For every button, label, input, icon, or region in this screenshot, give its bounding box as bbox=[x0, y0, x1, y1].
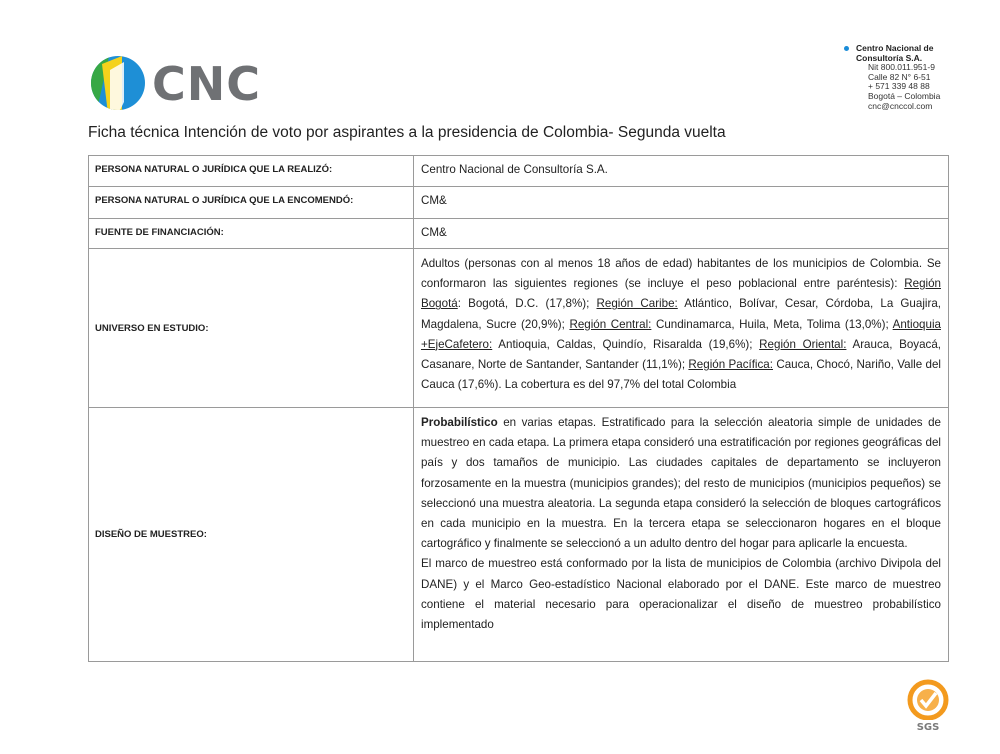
table-row bbox=[89, 156, 949, 187]
row-value: CM& bbox=[414, 219, 949, 249]
page-title: Ficha técnica Intención de voto por aspirantes a la presidencia de Colombia- Segunda vuelta bbox=[88, 124, 726, 141]
bullet-icon bbox=[844, 46, 849, 51]
company-nit: Nit 800.011.951-9 bbox=[868, 62, 935, 73]
sgs-seal-icon bbox=[898, 676, 958, 736]
technical-sheet-table bbox=[88, 155, 949, 662]
design-paragraph-2: El marco de muestreo está conformado por la lista de municipios de Colombia (archivo Divipola del DANE) y el Marco Geo-estadístico Nacional elaborado por el DANE. Este marco de muestreo contiene el material necesario para operacionalizar el diseño de muestreo probabilístico implementado bbox=[421, 557, 941, 632]
cnc-logo bbox=[88, 52, 278, 116]
region-name: Región Central: bbox=[569, 317, 652, 331]
cnc-logo-mark-icon bbox=[88, 52, 148, 114]
row-label: PERSONA NATURAL O JURÍDICA QUE LA ENCOMENDÓ: bbox=[89, 187, 414, 219]
table-row bbox=[89, 249, 949, 408]
company-email: cnc@cnccol.com bbox=[868, 100, 933, 111]
seal-text: SGS bbox=[916, 722, 940, 733]
company-address: Calle 82 N° 6-51 bbox=[868, 71, 931, 82]
sgs-certification-seal bbox=[898, 676, 958, 736]
region-detail: Antioquia, Caldas, Quindío, Risaralda (19,6%); bbox=[492, 337, 760, 351]
design-paragraph-1: en varias etapas. Estratificado para la selección aleatoria simple de unidades de muestreo en cada etapa. La primera etapa consideró una estratificación por regiones geográficas del país y dos tamaños de municipio. Las ciudades capitales de departamento se incluyeron forzosamente en la muestra (municipios grandes); del resto de municipios (municipios pequeños) se seleccionó una muestra aleatoria. La segunda etapa consideró la selección de bloques cartográficos en cada municipio en la muestra. En la tercera etapa se seleccionaron hogares en el bloque cartográfico y finalmente se seleccionó a un adulto dentro del hogar para aplicarle la encuesta. bbox=[421, 416, 941, 551]
universe-intro: Adultos (personas con al menos 18 años de edad) habitantes de los municipios de Colombia. Se conformaron las siguientes regiones (se incluye el peso poblacional entre paréntesis): bbox=[421, 257, 941, 291]
table-row bbox=[89, 187, 949, 219]
row-label: FUENTE DE FINANCIACIÓN: bbox=[89, 219, 414, 249]
region-name: Región Caribe: bbox=[596, 297, 678, 311]
row-value bbox=[414, 408, 949, 662]
region-detail: Arauca, Boyacá, Casanare, Norte de Santander, Santander (11,1%); bbox=[421, 337, 941, 372]
row-label: DISEÑO DE MUESTREO: bbox=[89, 408, 414, 662]
logo-wordmark: CNC bbox=[152, 57, 262, 111]
region-name: Antioquia +EjeCafetero: bbox=[421, 317, 941, 351]
row-value: Centro Nacional de Consultoría S.A. bbox=[414, 156, 949, 187]
table-row bbox=[89, 408, 949, 662]
row-value bbox=[414, 249, 949, 408]
company-city: Bogotá – Colombia bbox=[868, 90, 941, 101]
region-name: Región Bogotá bbox=[421, 277, 941, 311]
region-detail: Cundinamarca, Huila, Meta, Tolima (13,0%); bbox=[651, 317, 893, 331]
region-name: Región Pacífica: bbox=[688, 358, 773, 372]
table-row bbox=[89, 219, 949, 249]
region-detail: Atlántico, Bolívar, Cesar, Córdoba, La Guajira, Magdalena, Sucre (20,9%); bbox=[421, 297, 942, 331]
company-name-line1: Centro Nacional de bbox=[856, 43, 934, 53]
design-bold-lead: Probabilístico bbox=[421, 416, 498, 429]
company-info bbox=[848, 44, 978, 111]
company-name-line2: Consultoría S.A. bbox=[856, 52, 923, 63]
company-phone: + 571 339 48 88 bbox=[868, 81, 930, 92]
row-label: UNIVERSO EN ESTUDIO: bbox=[89, 249, 414, 408]
region-detail: : Bogotá, D.C. (17,8%); bbox=[457, 297, 597, 311]
region-name: Región Oriental: bbox=[759, 337, 847, 351]
row-label: PERSONA NATURAL O JURÍDICA QUE LA REALIZÓ: bbox=[89, 156, 414, 187]
region-detail: Cauca, Chocó, Nariño, Valle del Cauca (17,6%). La cobertura es del 97,7% del total Colombia bbox=[421, 358, 941, 392]
row-value: CM& bbox=[414, 187, 949, 219]
